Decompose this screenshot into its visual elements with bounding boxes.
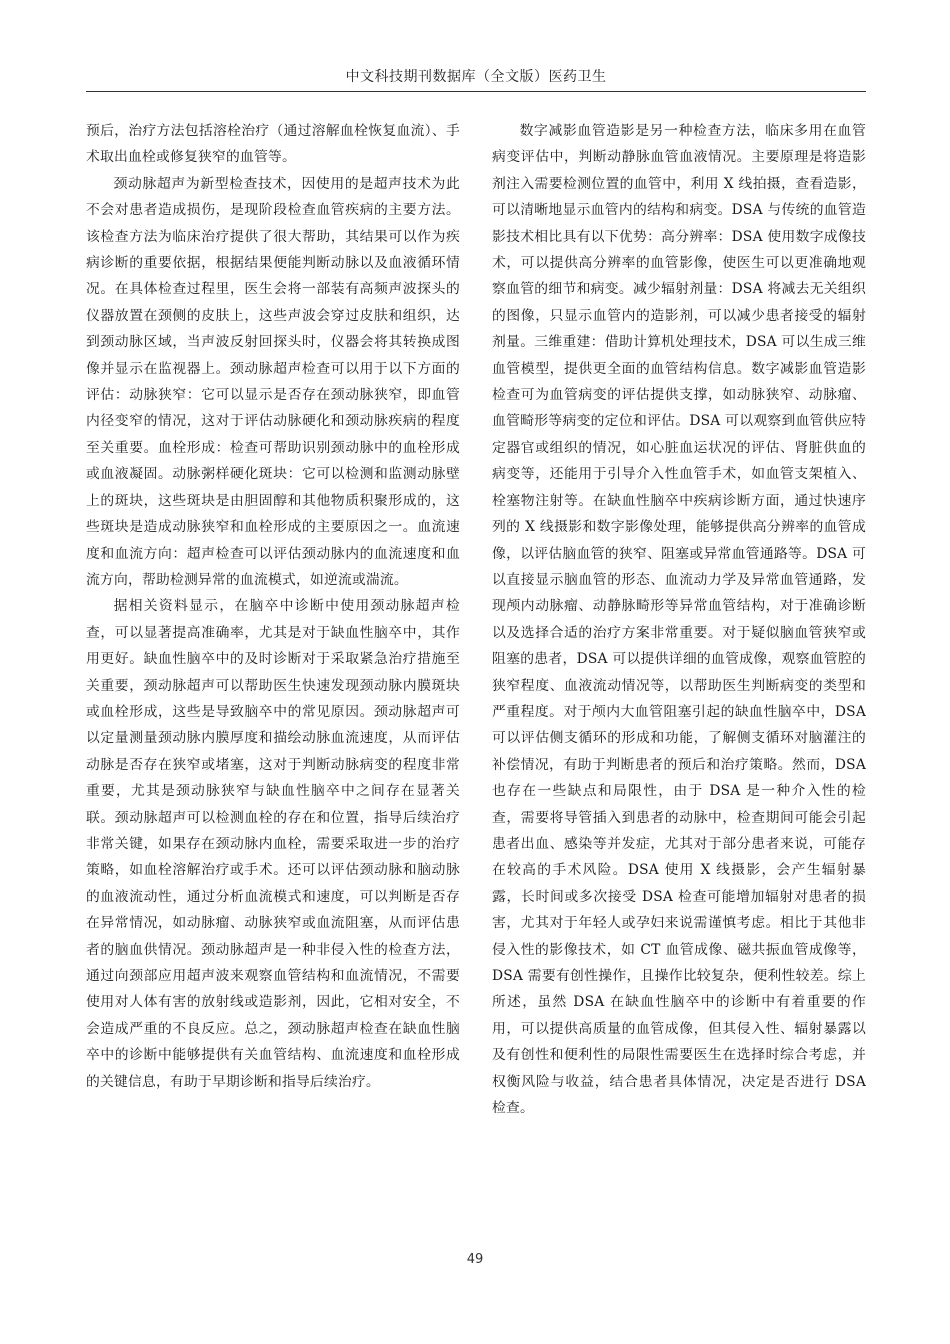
header-divider [86,91,866,92]
paragraph-dsa: 数字减影血管造影是另一种检查方法，临床多用在血管病变评估中，判断动静脉血管血液情况。主要原理是将造影剂注入需要检测位置的血管中，利用 X 线拍摄，查看造影，可以清晰地显示血管内的结构和病变。DSA 与传统的血管造影技术相比具有以下优势：高分辨率：DSA 使用数字成像技术，可以提供高分辨率的血管影像，使医生可以更准确地观察血管的细节和病变。减少辐射剂量：DSA 将减去无关组织的图像，只显示血管内的造影剂，可以减少患者接受的辐射剂量。三维重建：借助计算机处理技术，DSA 可以生成三维血管模型，提供更全面的血管结构信息。数字减影血管造影检查可为血管病变的评估提供支撑，如动脉狭窄、动脉瘤、血管畸形等病变的定位和评估。DSA 可以观察到血管供应特定器官或组织的情况，如心脏血运状况的评估、肾脏供血的病变等，还能用于引导介入性血管手术，如血管支架植入、栓塞物注射等。在缺血性脑卒中疾病诊断方面，通过快速序列的 X 线摄影和数字影像处理，能够提供高分辨率的血管成像，以评估脑血管的狭窄、阻塞或异常血管通路等。DSA 可以直接显示脑血管的形态、血流动力学及异常血管通路，发现颅内动脉瘤、动静脉畸形等异常血管结构，对于准确诊断以及选择合适的治疗方案非常重要。对于疑似脑血管狭窄或阻塞的患者，DSA 可以提供详细的血管成像，观察血管腔的狭窄程度、血液流动情况等，以帮助医生判断病变的类型和严重程度。对于颅内大血管阻塞引起的缺血性脑卒中，DSA 可以评估侧支循环的形成和功能，了解侧支循环对脑灌注的补偿情况，有助于判断患者的预后和治疗策略。然而，DSA 也存在一些缺点和局限性，由于 DSA 是一种介入性的检查，需要将导管插入到患者的动脉中，检查期间可能会引起患者出血、感染等并发症，尤其对于部分患者来说，可能存在较高的手术风险。DSA 使用 X 线摄影，会产生辐射暴露，长时间或多次接受 DSA 检查可能增加辐射对患者的损害，尤其对于年轻人或孕妇来说需谨慎考虑。相比于其他非侵入性的影像技术，如 CT 血管成像、磁共振血管成像等，DSA 需要有创性操作，且操作比较复杂，便利性较差。综上所述，虽然 DSA 在缺血性脑卒中的诊断中有着重要的作用，可以提供高质量的血管成像，但其侵入性、辐射暴露以及有创性和便利性的局限性需要医生在选择时综合考虑，并权衡风险与收益，结合患者具体情况，决定是否进行 DSA 检查。 [492,123,866,1117]
paragraph-carotid-ultrasound-intro: 颈动脉超声为新型检查技术，因使用的是超声技术为此不会对患者造成损伤，是现阶段检查血管疾病的主要方法。该检查方法为临床治疗提供了很大帮助，其结果可以作为疾病诊断的重要依据，根据结果便能判断动脉以及血液循环情况。在具体检查过程里，医生会将一部装有高频声波探头的仪器放置在颈侧的皮肤上，这些声波会穿过皮肤和组织，达到颈动脉区域，当声波反射回探头时，仪器会将其转换成图像并显示在监视器上。颈动脉超声检查可以用于以下方面的评估：动脉狭窄：它可以显示是否存在颈动脉狭窄，即血管内径变窄的情况，这对于评估动脉硬化和颈动脉疾病的程度至关重要。血栓形成：检查可帮助识别颈动脉中的血栓形成或血液凝固。动脉粥样硬化斑块：它可以检测和监测动脉壁上的斑块，这些斑块是由胆固醇和其他物质积聚形成的，这些斑块是造成动脉狭窄和血栓形成的主要原因之一。血流速度和血流方向：超声检查可以评估颈动脉内的血流速度和血流方向，帮助检测异常的血流模式，如逆流或湍流。 [86,175,460,588]
paragraph-carotid-ultrasound-stroke: 据相关资料显示，在脑卒中诊断中使用颈动脉超声检查，可以显著提高准确率，尤其是对于缺血性脑卒中，其作用更好。缺血性脑卒中的及时诊断对于采取紧急治疗措施至关重要，颈动脉超声可以帮助医生快速发现颈动脉内膜斑块或血栓形成，这些是导致脑卒中的常见原因。颈动脉超声可以定量测量颈动脉内膜厚度和描绘动脉血流速度，从而评估动脉是否存在狭窄或堵塞，这对于判断动脉病变的程度非常重要，尤其是颈动脉狭窄与缺血性脑卒中之间存在显著关联。颈动脉超声可以检测血栓的存在和位置，指导后续治疗非常关键，如果存在颈动脉内血栓，需要采取进一步的治疗策略，如血栓溶解治疗或手术。还可以评估颈动脉和脑动脉的血液流动性，通过分析血流模式和速度，可以判断是否存在异常情况，如动脉瘤、动脉狭窄或血流阻塞，从而评估患者的脑血供情况。颈动脉超声是一种非侵入性的检查方法，通过向颈部应用超声波来观察血管结构和血流情况，不需要使用对人体有害的放射线或造影剂，因此，它相对安全，不会造成严重的不良反应。总之，颈动脉超声检查在缺血性脑卒中的诊断中能够提供有关血管结构、血流速度和血栓形成的关键信息，有助于早期诊断和指导后续治疗。 [86,598,460,1090]
right-column [492,118,866,1121]
journal-header: 中文科技期刊数据库（全文版）医药卫生 [345,69,607,85]
paragraph-prognosis-continuation: 预后，治疗方法包括溶栓治疗（通过溶解血栓恢复血流）、手术取出血栓或修复狭窄的血管等。 [86,123,460,166]
left-column [86,118,460,1095]
page-number: 49 [466,1252,484,1267]
